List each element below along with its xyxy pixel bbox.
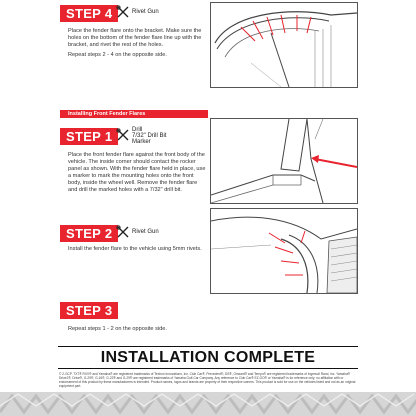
footer-tread-pattern <box>0 392 416 416</box>
step-2-description: Install the fender flare to the vehicle using 5mm rivets. <box>68 246 202 252</box>
wrench-screwdriver-icon <box>116 225 130 239</box>
footer-divider-bottom <box>58 368 358 369</box>
installation-complete-title: INSTALLATION COMPLETE <box>100 349 316 366</box>
legal-disclaimer: © 2-GCP. TXT® RXV® and Yamaha® are registered trademarks of Textron Innovations, Inc. Club Car®, Precedent®, DS®, Onward® and Tempo® are registered trademarks of Ingersoll Rand, Inc. Yamaha® Drive2®, Drive®, G-29®, G-16®, G-22® and G-29® are registered trademarks of Yamaha Golf-Car Company. Any reference to Club Car® EZ-GO® or Yamaha® is for reference only; no affiliation with or endorsement of this product by these manufacturers is intended. Product names, logos and brands are property of their respective owners. This product is sold for use on the vehicles listed and not as an original equipment part. <box>59 372 356 388</box>
step-4-badge: STEP 4 <box>60 5 118 22</box>
step-1-badge: STEP 1 <box>60 128 118 145</box>
step-2-badge: STEP 2 <box>60 225 118 242</box>
wrench-screwdriver-icon <box>116 5 130 19</box>
step-1-illustration <box>210 118 358 204</box>
wrench-screwdriver-icon <box>116 128 130 142</box>
step-1-tool-drill: Drill <box>132 127 143 133</box>
step-4-illustration <box>210 2 358 88</box>
step-4-repeat-note: Repeat steps 2 - 4 on the opposite side. <box>68 52 167 58</box>
step-4-description: Place the fender flare onto the bracket. Make sure the holes on the bottom of the fender flare line up with the bracket, and rivet the rest of the holes. <box>68 28 202 48</box>
step-1-tool-marker: Marker <box>132 139 151 145</box>
step-2-illustration <box>210 208 358 294</box>
footer-divider-top <box>58 346 358 347</box>
step-1-description: Place the front fender flare against the front body of the vehicle. The inside corner should contact the rocker panel as shown. With the fender flare held in place, use a marker to mark the mounting holes onto the front body, inside the wheel well. Remove the fender flare and drill the marked holes with a 7/32" drill bit. <box>68 152 206 193</box>
step-1-tool-drill-bit: 7/32" Drill Bit <box>132 133 167 139</box>
section-heading-front-fender-flares: Installing Front Fender Flares <box>60 110 208 118</box>
step-4-tool-rivet-gun: Rivet Gun <box>132 9 159 15</box>
step-3-repeat-note: Repeat steps 1 - 2 on the opposite side. <box>68 326 167 332</box>
step-2-tool-rivet-gun: Rivet Gun <box>132 229 159 235</box>
step-3-badge: STEP 3 <box>60 302 118 319</box>
